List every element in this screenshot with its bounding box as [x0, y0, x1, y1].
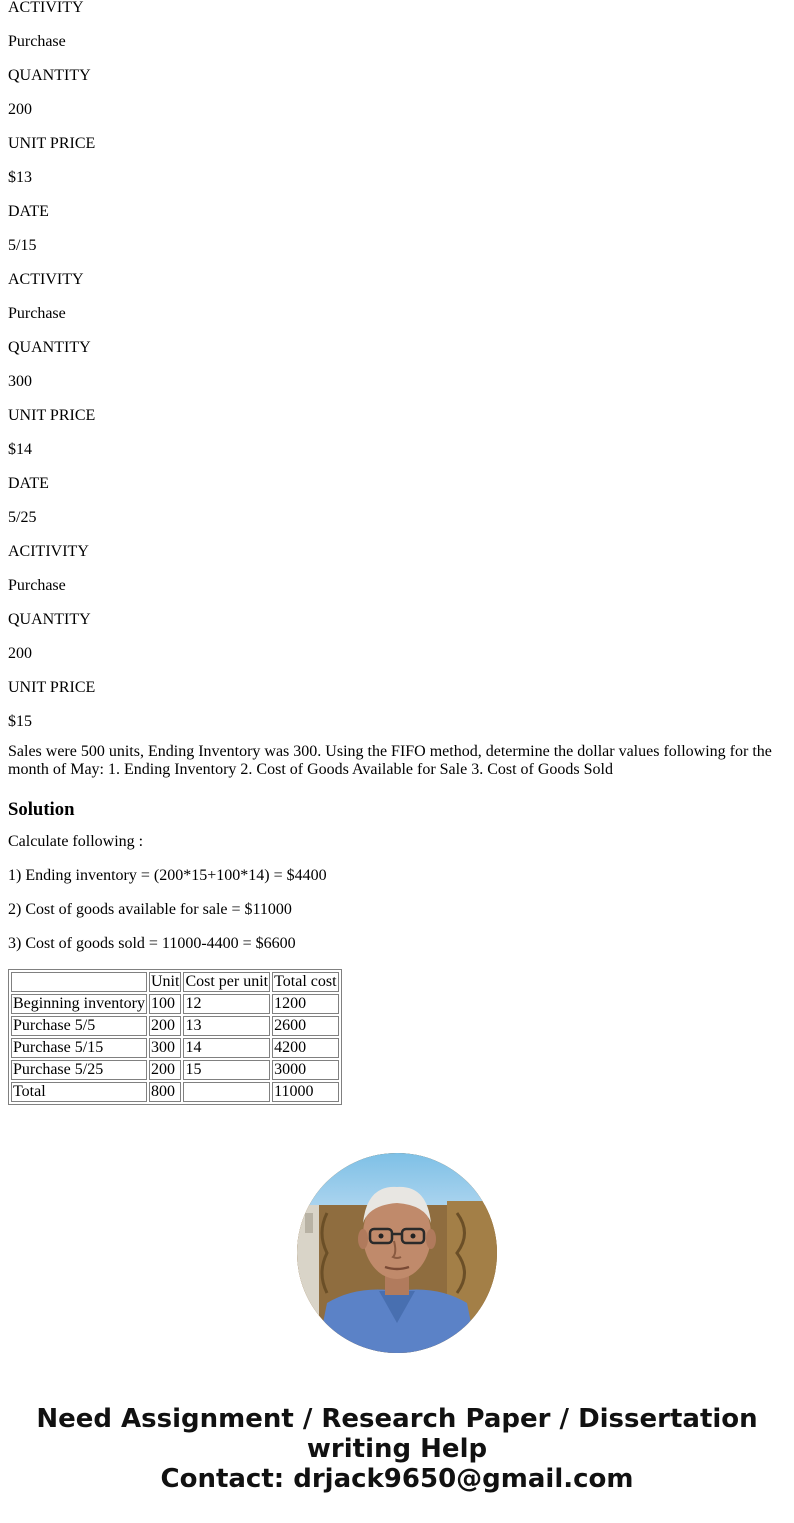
solution-steps — [8, 833, 786, 969]
entry-value: Purchase — [8, 305, 66, 322]
table-row — [11, 1060, 339, 1080]
table-cell: 2600 — [272, 1016, 338, 1036]
entry-value: $14 — [8, 441, 32, 458]
table-cell: 15 — [183, 1060, 270, 1080]
entry-value: $15 — [8, 713, 32, 730]
table-cell: 11000 — [272, 1082, 338, 1102]
table-cell: 14 — [183, 1038, 270, 1058]
entry-value: 5/25 — [8, 509, 37, 526]
entries-list — [8, 0, 786, 739]
table-cell: 100 — [149, 994, 181, 1014]
question-text: Sales were 500 units, Ending Inventory was 300. Using the FIFO method, determine the dollar values following for the month of May: 1. Ending Inventory 2. Cost of Goods Available for Sale 3. Cost of Goods Sold — [8, 743, 772, 778]
entry-label: DATE — [8, 203, 49, 220]
table-cell: 800 — [149, 1082, 181, 1102]
entry-value: $13 — [8, 169, 32, 186]
table-header-cell — [11, 972, 147, 992]
table-cell: Beginning inventory — [13, 995, 145, 1012]
entry-label: QUANTITY — [8, 339, 91, 356]
solution-step: 2) Cost of goods available for sale = $11000 — [8, 901, 292, 918]
entry-label: DATE — [8, 475, 49, 492]
table-cell: 200 — [149, 1016, 181, 1036]
table-cell: Purchase 5/5 — [11, 1016, 147, 1036]
table-cell: Purchase 5/15 — [11, 1038, 147, 1058]
author-avatar — [297, 1153, 497, 1353]
table-cell: Purchase 5/25 — [11, 1060, 147, 1080]
table-header-cell: Total cost — [274, 973, 337, 990]
solution-intro: Calculate following : — [8, 833, 144, 850]
table-cell: 300 — [149, 1038, 181, 1058]
author-portrait — [297, 1153, 497, 1353]
table-cell — [183, 1082, 270, 1102]
cost-table — [8, 969, 342, 1105]
table-row — [11, 1038, 339, 1058]
table-cell: 12 — [183, 994, 270, 1014]
table-row — [11, 1082, 339, 1102]
table-cell: Total — [11, 1082, 147, 1102]
entry-value: Purchase — [8, 577, 66, 594]
footer-line: Need Assignment / Research Paper / Dissertation — [36, 1404, 758, 1434]
table-cell: 4200 — [272, 1038, 338, 1058]
table-cell: 200 — [149, 1060, 181, 1080]
entry-label: QUANTITY — [8, 611, 91, 628]
table-cell: 1200 — [272, 994, 338, 1014]
footer-promo — [0, 1404, 794, 1494]
entry-label: UNIT PRICE — [8, 679, 96, 696]
entry-value: 300 — [8, 373, 32, 390]
entry-label: QUANTITY — [8, 67, 91, 84]
entry-label: ACTIVITY — [8, 271, 84, 288]
entry-value: 200 — [8, 101, 32, 118]
document-content — [8, 0, 786, 1105]
footer-contact: Contact: drjack9650@gmail.com — [160, 1464, 634, 1494]
table-cell: 13 — [183, 1016, 270, 1036]
table-cell: 3000 — [272, 1060, 338, 1080]
solution-step: 3) Cost of goods sold = 11000-4400 = $6600 — [8, 935, 296, 952]
solution-step: 1) Ending inventory = (200*15+100*14) = $4400 — [8, 867, 327, 884]
table-header-cell: Cost per unit — [185, 973, 269, 990]
table-row — [11, 994, 339, 1014]
table-header-cell: Unit — [150, 973, 180, 990]
entry-value: Purchase — [8, 33, 66, 50]
entry-label: UNIT PRICE — [8, 407, 96, 424]
entry-label: UNIT PRICE — [8, 135, 96, 152]
table-header-row — [11, 972, 339, 992]
entry-label: ACTIVITY — [8, 0, 84, 16]
table-row — [11, 1016, 339, 1036]
entry-value: 5/15 — [8, 237, 37, 254]
footer-line: writing Help — [306, 1434, 488, 1464]
solution-heading: Solution — [8, 799, 75, 820]
entry-label: ACITIVITY — [8, 543, 89, 560]
entry-value: 200 — [8, 645, 32, 662]
